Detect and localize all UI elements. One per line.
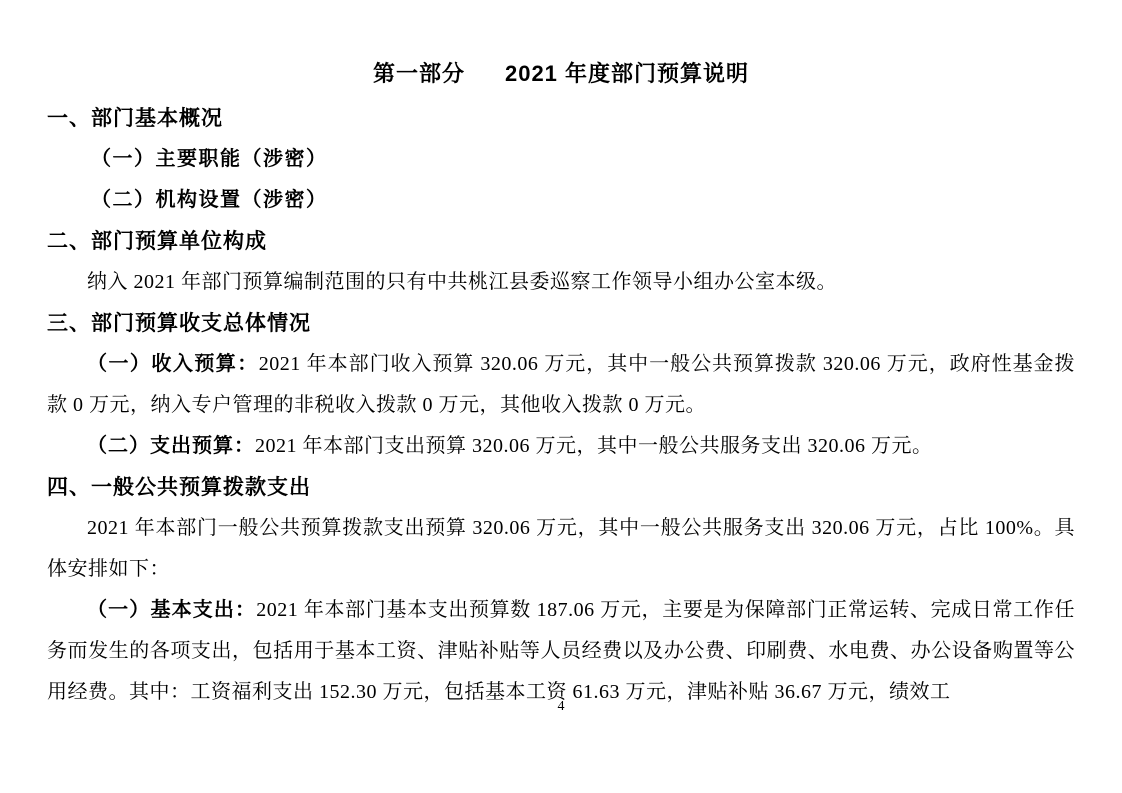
expense-budget-text: 2021 年本部门支出预算 320.06 万元，其中一般公共服务支出 320.06 万元。 (255, 435, 933, 457)
section-2-paragraph: 纳入 2021 年部门预算编制范围的只有中共桃江县委巡察工作领导小组办公室本级。 (87, 271, 837, 293)
basic-expense-lead: （一）基本支出： (87, 599, 257, 621)
title-part1: 第一部分 (372, 61, 465, 86)
section-2-heading: 二、部门预算单位构成 (47, 230, 267, 253)
section-3-heading: 三、部门预算收支总体情况 (47, 312, 311, 335)
section-1-subheading-1: （一）主要职能（涉密） (91, 148, 328, 170)
section-4-heading: 四、一般公共预算拨款支出 (47, 476, 311, 499)
section-4-basic-expense-paragraph (47, 590, 1075, 713)
section-1-heading: 一、部门基本概况 (47, 107, 223, 130)
basic-expense-text: 2021 年本部门基本支出预算数 187.06 万元，主要是为保障部门正常运转、完成日常工作任务而发生的各项支出，包括用于基本工资、津贴补贴等人员经费以及办公费、印刷费、水电费、办公设备购置等公用经费。其中：工资福利支出 152.30 万元，包括基本工资 61.63 万元，津贴补贴 36.67 万元，绩效工 (47, 599, 1076, 703)
section-3-income-paragraph (47, 344, 1075, 426)
section-1-subheading-2: （二）机构设置（涉密） (91, 189, 328, 211)
section-4-paragraph: 2021 年本部门一般公共预算拨款支出预算 320.06 万元，其中一般公共服务支出 320.06 万元，占比 100%。具体安排如下： (47, 517, 1075, 580)
income-budget-text: 2021 年本部门收入预算 320.06 万元，其中一般公共预算拨款 320.06 万元，政府性基金拨款 0 万元，纳入专户管理的非税收入拨款 0 万元，其他收入拨款 0 万元。 (47, 353, 1076, 416)
section-3-expense-paragraph (47, 426, 1075, 467)
page-number: 4 (557, 699, 565, 714)
expense-budget-lead: （二）支出预算： (87, 435, 255, 457)
page-title (47, 58, 1075, 90)
title-part2: 2021 年度部门预算说明 (504, 61, 750, 86)
income-budget-lead: （一）收入预算： (87, 353, 259, 375)
